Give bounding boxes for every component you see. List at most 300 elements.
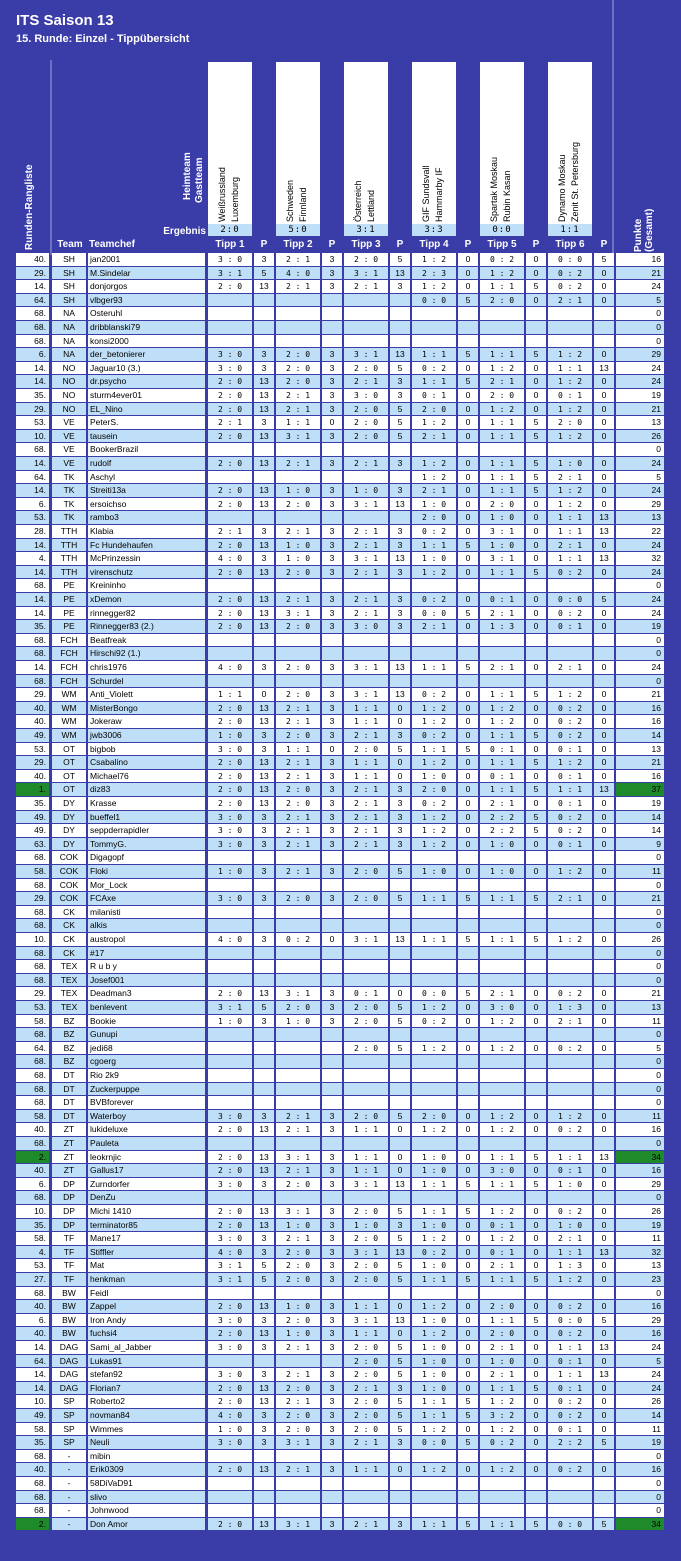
teamchef-cell: Florian7 — [88, 1382, 205, 1395]
tip-points-cell: 0 — [594, 987, 614, 1000]
table-row — [0, 579, 681, 593]
tip-cell: 1 : 1 — [344, 1151, 388, 1164]
tip-cell: 2 : 1 — [276, 1110, 320, 1123]
tip-points-cell: 3 — [254, 838, 274, 851]
tip-points-cell: 5 — [390, 1368, 410, 1381]
table-row — [0, 620, 681, 634]
tip-points-cell: 3 — [254, 1015, 274, 1028]
tip-points-cell — [390, 1083, 410, 1096]
tip-cell: 2 : 1 — [480, 1259, 524, 1272]
tip-points-cell — [526, 919, 546, 932]
tip-points-cell: 0 — [526, 1042, 546, 1055]
tip-cell — [548, 1287, 592, 1300]
table-row — [0, 335, 681, 349]
tip-cell — [344, 511, 388, 524]
team-cell: FCH — [52, 675, 86, 688]
tip-cell: 3 : 1 — [276, 430, 320, 443]
teamchef-cell: diz83 — [88, 783, 205, 796]
tip-points-cell: 3 — [390, 593, 410, 606]
tipp-column-header: Tipp 4 — [419, 239, 449, 250]
tip-points-cell: 5 — [526, 1518, 546, 1531]
tip-points-cell — [254, 634, 274, 647]
tip-cell — [276, 1137, 320, 1150]
tip-points-cell — [322, 307, 342, 320]
table-row — [0, 634, 681, 648]
rank-cell: 68. — [16, 443, 49, 456]
tip-points-cell — [254, 579, 274, 592]
rank-cell: 68. — [16, 321, 49, 334]
tip-points-cell: 3 — [390, 1436, 410, 1449]
tip-points-cell: 0 — [594, 688, 614, 701]
table-row — [0, 1164, 681, 1178]
tip-cell: 2 : 0 — [344, 1341, 388, 1354]
team-cell: DY — [52, 797, 86, 810]
tip-points-cell — [594, 1083, 614, 1096]
tip-points-cell: 0 — [594, 498, 614, 511]
tip-cell: 3 : 1 — [208, 267, 252, 280]
tip-points-cell: 0 — [526, 1409, 546, 1422]
tip-cell — [208, 294, 252, 307]
tip-cell: 0 : 1 — [548, 770, 592, 783]
tip-points-cell: 3 — [322, 1110, 342, 1123]
rank-cell: 40. — [16, 1327, 49, 1340]
tip-points-cell: 0 — [458, 702, 478, 715]
tip-cell: 3 : 1 — [276, 1205, 320, 1218]
tip-points-cell — [458, 335, 478, 348]
tip-points-cell: 3 — [322, 715, 342, 728]
tip-points-cell — [322, 511, 342, 524]
team-cell: TF — [52, 1259, 86, 1272]
tip-points-cell: 3 — [390, 783, 410, 796]
table-row — [0, 892, 681, 906]
tip-cell: 2 : 0 — [412, 511, 456, 524]
tip-points-cell: 3 — [322, 1246, 342, 1259]
teamchef-cell: R u b y — [88, 960, 205, 973]
tip-points-cell: 13 — [390, 552, 410, 565]
table-row — [0, 348, 681, 362]
teamchef-cell: stefan92 — [88, 1368, 205, 1381]
rank-cell: 29. — [16, 987, 49, 1000]
tip-points-cell: 5 — [526, 484, 546, 497]
rank-cell: 14. — [16, 593, 49, 606]
tip-points-cell: 13 — [390, 1246, 410, 1259]
tip-cell — [344, 851, 388, 864]
tip-cell — [412, 1504, 456, 1517]
tip-cell — [208, 1504, 252, 1517]
tip-cell: 2 : 0 — [276, 362, 320, 375]
total-points-cell: 0 — [616, 1504, 664, 1517]
tip-points-cell — [594, 851, 614, 864]
tip-cell — [208, 851, 252, 864]
team-cell: DAG — [52, 1341, 86, 1354]
total-points-cell: 0 — [616, 1450, 664, 1463]
tip-cell — [344, 974, 388, 987]
teamchef-cell: sturm4ever01 — [88, 389, 205, 402]
tip-cell — [412, 906, 456, 919]
teamchef-cell: bueffel1 — [88, 811, 205, 824]
tip-points-cell: 3 — [254, 743, 274, 756]
tip-cell — [344, 634, 388, 647]
tip-points-cell — [322, 1137, 342, 1150]
tip-points-cell: 0 — [458, 498, 478, 511]
tip-points-cell — [458, 906, 478, 919]
rank-cell: 58. — [16, 865, 49, 878]
tip-points-cell — [390, 906, 410, 919]
points-column-header: P — [532, 239, 540, 250]
tip-cell: 2 : 0 — [276, 1001, 320, 1014]
tip-cell: 2 : 0 — [208, 1164, 252, 1177]
tip-cell: 2 : 0 — [208, 1123, 252, 1136]
tip-points-cell: 3 — [322, 661, 342, 674]
home-team-name: Weißrussland — [217, 167, 227, 222]
tip-cell: 2 : 0 — [208, 1327, 252, 1340]
tip-cell — [548, 947, 592, 960]
tip-points-cell: 0 — [458, 1110, 478, 1123]
table-row — [0, 443, 681, 457]
tip-points-cell: 5 — [526, 729, 546, 742]
table-row — [0, 933, 681, 947]
tip-cell — [480, 960, 524, 973]
tip-points-cell — [254, 1504, 274, 1517]
tip-points-cell — [390, 1096, 410, 1109]
tip-cell: 1 : 2 — [412, 1042, 456, 1055]
teamchef-cell: Iron Andy — [88, 1314, 205, 1327]
tip-cell: 0 : 2 — [548, 987, 592, 1000]
total-points-cell: 21 — [616, 688, 664, 701]
team-cell: CK — [52, 906, 86, 919]
tip-cell: 2 : 1 — [344, 824, 388, 837]
tip-cell: 1 : 1 — [548, 1151, 592, 1164]
tip-points-cell: 3 — [254, 253, 274, 266]
tip-cell — [412, 974, 456, 987]
tip-points-cell: 0 — [526, 253, 546, 266]
tip-points-cell: 0 — [594, 267, 614, 280]
points-column-header: P — [328, 239, 336, 250]
rank-cell: 64. — [16, 471, 49, 484]
tip-cell: 1 : 1 — [548, 1341, 592, 1354]
tip-points-cell — [322, 1096, 342, 1109]
tip-cell — [480, 1477, 524, 1490]
tip-cell: 3 : 0 — [208, 811, 252, 824]
page-subtitle: 15. Runde: Einzel - Tippübersicht — [16, 33, 190, 45]
teamchef-cell: Don Amor — [88, 1518, 205, 1531]
tip-points-cell: 3 — [322, 1314, 342, 1327]
tip-points-cell — [458, 307, 478, 320]
tip-points-cell: 13 — [390, 1178, 410, 1191]
tip-cell — [276, 1287, 320, 1300]
tip-cell: 1 : 0 — [412, 865, 456, 878]
tip-cell — [276, 1355, 320, 1368]
tip-points-cell: 0 — [526, 797, 546, 810]
tip-points-cell: 0 — [458, 511, 478, 524]
tip-points-cell: 0 — [594, 457, 614, 470]
tip-points-cell: 0 — [390, 756, 410, 769]
total-points-cell: 0 — [616, 1028, 664, 1041]
tip-cell: 4 : 0 — [208, 661, 252, 674]
tip-points-cell: 3 — [254, 824, 274, 837]
tip-points-cell: 5 — [254, 1273, 274, 1286]
tip-points-cell: 3 — [254, 1368, 274, 1381]
tip-cell: 0 : 1 — [548, 1164, 592, 1177]
tip-points-cell — [594, 947, 614, 960]
total-points-cell: 0 — [616, 647, 664, 660]
tip-points-cell — [458, 947, 478, 960]
tip-points-cell: 3 — [322, 457, 342, 470]
rank-cell: 10. — [16, 1395, 49, 1408]
tip-points-cell — [526, 1137, 546, 1150]
teamchef-cell: novman84 — [88, 1409, 205, 1422]
tip-cell: 1 : 2 — [412, 811, 456, 824]
table-row — [0, 1232, 681, 1246]
tip-cell: 3 : 1 — [276, 987, 320, 1000]
tip-points-cell — [526, 443, 546, 456]
tip-points-cell: 0 — [458, 715, 478, 728]
total-points-cell: 14 — [616, 729, 664, 742]
tip-points-cell — [254, 974, 274, 987]
rank-cell: 2. — [16, 1518, 49, 1531]
tip-cell — [412, 1055, 456, 1068]
tip-cell: 2 : 0 — [344, 1042, 388, 1055]
rank-cell: 1. — [16, 783, 49, 796]
tip-points-cell — [526, 960, 546, 973]
tip-cell: 0 : 1 — [548, 1355, 592, 1368]
tip-points-cell: 3 — [254, 729, 274, 742]
tip-points-cell: 0 — [526, 1164, 546, 1177]
tip-points-cell: 3 — [322, 838, 342, 851]
tip-cell — [480, 335, 524, 348]
tip-cell: 2 : 0 — [276, 688, 320, 701]
tip-points-cell: 3 — [322, 1151, 342, 1164]
tip-points-cell: 3 — [254, 865, 274, 878]
tip-points-cell — [322, 1355, 342, 1368]
tip-cell: 1 : 1 — [480, 1314, 524, 1327]
tip-cell: 2 : 0 — [276, 1259, 320, 1272]
tip-points-cell — [322, 1504, 342, 1517]
team-column-header: Team — [57, 239, 83, 250]
tip-cell: 0 : 2 — [412, 362, 456, 375]
tip-cell — [480, 879, 524, 892]
total-points-cell: 14 — [616, 1409, 664, 1422]
tip-cell: 0 : 2 — [548, 1463, 592, 1476]
tip-points-cell: 0 — [526, 1436, 546, 1449]
tip-points-cell — [390, 471, 410, 484]
tip-cell: 2 : 2 — [480, 824, 524, 837]
teamchef-cell: #17 — [88, 947, 205, 960]
tip-points-cell: 0 — [594, 430, 614, 443]
match-result: 3:3 — [412, 224, 456, 236]
teamchef-cell: BVBforever — [88, 1096, 205, 1109]
tip-cell: 2 : 0 — [276, 729, 320, 742]
tip-points-cell: 0 — [594, 1205, 614, 1218]
rank-cell: 68. — [16, 1477, 49, 1490]
rank-cell: 27. — [16, 1273, 49, 1286]
tip-cell: 2 : 0 — [208, 593, 252, 606]
tip-cell: 1 : 1 — [480, 280, 524, 293]
tip-points-cell: 3 — [322, 987, 342, 1000]
tip-cell: 0 : 2 — [548, 1205, 592, 1218]
tip-cell — [412, 321, 456, 334]
teamchef-cell: der_betonierer — [88, 348, 205, 361]
tip-cell: 3 : 1 — [344, 1246, 388, 1259]
tip-points-cell: 5 — [458, 294, 478, 307]
tip-cell — [344, 1477, 388, 1490]
tip-cell: 1 : 1 — [276, 416, 320, 429]
teamchef-cell: Feidl — [88, 1287, 205, 1300]
tip-points-cell — [390, 579, 410, 592]
tip-cell — [344, 443, 388, 456]
tip-cell: 2 : 1 — [276, 838, 320, 851]
tip-points-cell — [526, 906, 546, 919]
tip-cell: 2 : 1 — [276, 715, 320, 728]
tip-points-cell — [458, 675, 478, 688]
tip-cell — [344, 879, 388, 892]
tip-points-cell: 0 — [458, 280, 478, 293]
tip-cell: 2 : 1 — [548, 892, 592, 905]
table-row — [0, 1450, 681, 1464]
tip-points-cell — [390, 647, 410, 660]
tip-cell: 1 : 2 — [480, 1232, 524, 1245]
tip-cell: 2 : 1 — [412, 430, 456, 443]
rank-cell: 14. — [16, 566, 49, 579]
tip-cell: 1 : 1 — [480, 566, 524, 579]
tip-cell: 1 : 1 — [412, 1273, 456, 1286]
team-cell: DT — [52, 1083, 86, 1096]
tip-points-cell: 5 — [458, 1273, 478, 1286]
match-result: 1:1 — [548, 224, 592, 236]
tip-points-cell — [526, 1096, 546, 1109]
table-row — [0, 1096, 681, 1110]
tip-cell: 1 : 0 — [208, 1423, 252, 1436]
tip-points-cell — [458, 1287, 478, 1300]
tip-cell — [344, 471, 388, 484]
tip-points-cell — [322, 634, 342, 647]
tip-cell: 2 : 0 — [208, 1219, 252, 1232]
tip-points-cell: 0 — [594, 1042, 614, 1055]
table-row — [0, 702, 681, 716]
tip-cell: 2 : 0 — [276, 797, 320, 810]
tip-cell: 1 : 1 — [548, 552, 592, 565]
match-result: 0:0 — [480, 224, 524, 236]
tip-points-cell — [594, 1477, 614, 1490]
tip-points-cell: 5 — [458, 375, 478, 388]
tip-cell: 2 : 2 — [548, 1436, 592, 1449]
tip-cell: 0 : 2 — [548, 1409, 592, 1422]
tip-points-cell: 5 — [390, 1232, 410, 1245]
tip-cell — [208, 1055, 252, 1068]
tip-cell: 2 : 1 — [344, 457, 388, 470]
tip-points-cell: 0 — [594, 1395, 614, 1408]
tip-cell: 0 : 2 — [412, 593, 456, 606]
tip-cell: 0 : 1 — [344, 987, 388, 1000]
teamchef-cell: Pauleta — [88, 1137, 205, 1150]
tip-points-cell: 3 — [390, 280, 410, 293]
total-points-cell: 24 — [616, 1341, 664, 1354]
tip-points-cell: 0 — [390, 1463, 410, 1476]
tip-cell — [344, 675, 388, 688]
tip-points-cell — [390, 634, 410, 647]
total-points-cell: 0 — [616, 675, 664, 688]
tip-points-cell: 3 — [390, 484, 410, 497]
tip-points-cell: 13 — [254, 498, 274, 511]
tip-cell: 1 : 2 — [412, 457, 456, 470]
tip-points-cell — [390, 294, 410, 307]
table-row — [0, 1436, 681, 1450]
tip-points-cell: 0 — [458, 1151, 478, 1164]
table-row — [0, 987, 681, 1001]
tip-cell: 4 : 0 — [276, 267, 320, 280]
tip-points-cell: 5 — [526, 471, 546, 484]
teamchef-cell: Michael76 — [88, 770, 205, 783]
tip-points-cell — [390, 1069, 410, 1082]
tip-cell: 3 : 0 — [344, 620, 388, 633]
table-row — [0, 1219, 681, 1233]
tip-cell — [412, 443, 456, 456]
table-row — [0, 375, 681, 389]
tip-cell: 2 : 1 — [344, 797, 388, 810]
table-row — [0, 430, 681, 444]
rank-cell: 10. — [16, 1205, 49, 1218]
points-column-header: P — [396, 239, 404, 250]
tip-cell: 2 : 0 — [276, 1246, 320, 1259]
teamchef-cell: terminator85 — [88, 1219, 205, 1232]
tip-cell: 2 : 1 — [344, 375, 388, 388]
tip-points-cell: 3 — [322, 811, 342, 824]
rank-cell: 6. — [16, 348, 49, 361]
total-points-cell: 0 — [616, 1137, 664, 1150]
tip-cell — [276, 947, 320, 960]
rank-cell: 14. — [16, 362, 49, 375]
tip-cell: 0 : 1 — [412, 389, 456, 402]
tip-points-cell: 0 — [458, 1463, 478, 1476]
tip-points-cell: 5 — [390, 1001, 410, 1014]
total-points-cell: 11 — [616, 1423, 664, 1436]
tip-points-cell: 0 — [390, 770, 410, 783]
tip-points-cell — [526, 1491, 546, 1504]
table-row — [0, 1069, 681, 1083]
teamchef-cell: Floki — [88, 865, 205, 878]
tip-points-cell: 0 — [594, 389, 614, 402]
teamchef-cell: virenschutz — [88, 566, 205, 579]
rank-cell: 35. — [16, 620, 49, 633]
tip-points-cell: 13 — [390, 267, 410, 280]
tip-points-cell: 0 — [594, 824, 614, 837]
tip-cell: 2 : 0 — [344, 1259, 388, 1272]
total-points-cell: 0 — [616, 1069, 664, 1082]
tip-cell — [480, 675, 524, 688]
tip-points-cell: 3 — [254, 1178, 274, 1191]
team-cell: FCH — [52, 661, 86, 674]
tip-points-cell: 0 — [594, 756, 614, 769]
total-points-cell: 0 — [616, 960, 664, 973]
tip-points-cell — [390, 1287, 410, 1300]
tip-cell — [344, 647, 388, 660]
tip-cell: 1 : 0 — [276, 1015, 320, 1028]
heimteam-label: Heimteam — [182, 152, 193, 200]
tip-cell: 1 : 1 — [344, 770, 388, 783]
rank-cell: 68. — [16, 906, 49, 919]
tip-points-cell: 0 — [458, 471, 478, 484]
rank-cell: 28. — [16, 525, 49, 538]
tip-points-cell — [594, 1504, 614, 1517]
tip-cell: 2 : 1 — [276, 811, 320, 824]
tip-cell — [276, 335, 320, 348]
tip-points-cell: 0 — [594, 838, 614, 851]
tip-cell: 2 : 0 — [208, 702, 252, 715]
tip-cell: 1 : 1 — [548, 362, 592, 375]
tip-cell — [276, 511, 320, 524]
tip-cell: 1 : 1 — [344, 1164, 388, 1177]
tip-cell: 2 : 1 — [480, 1341, 524, 1354]
